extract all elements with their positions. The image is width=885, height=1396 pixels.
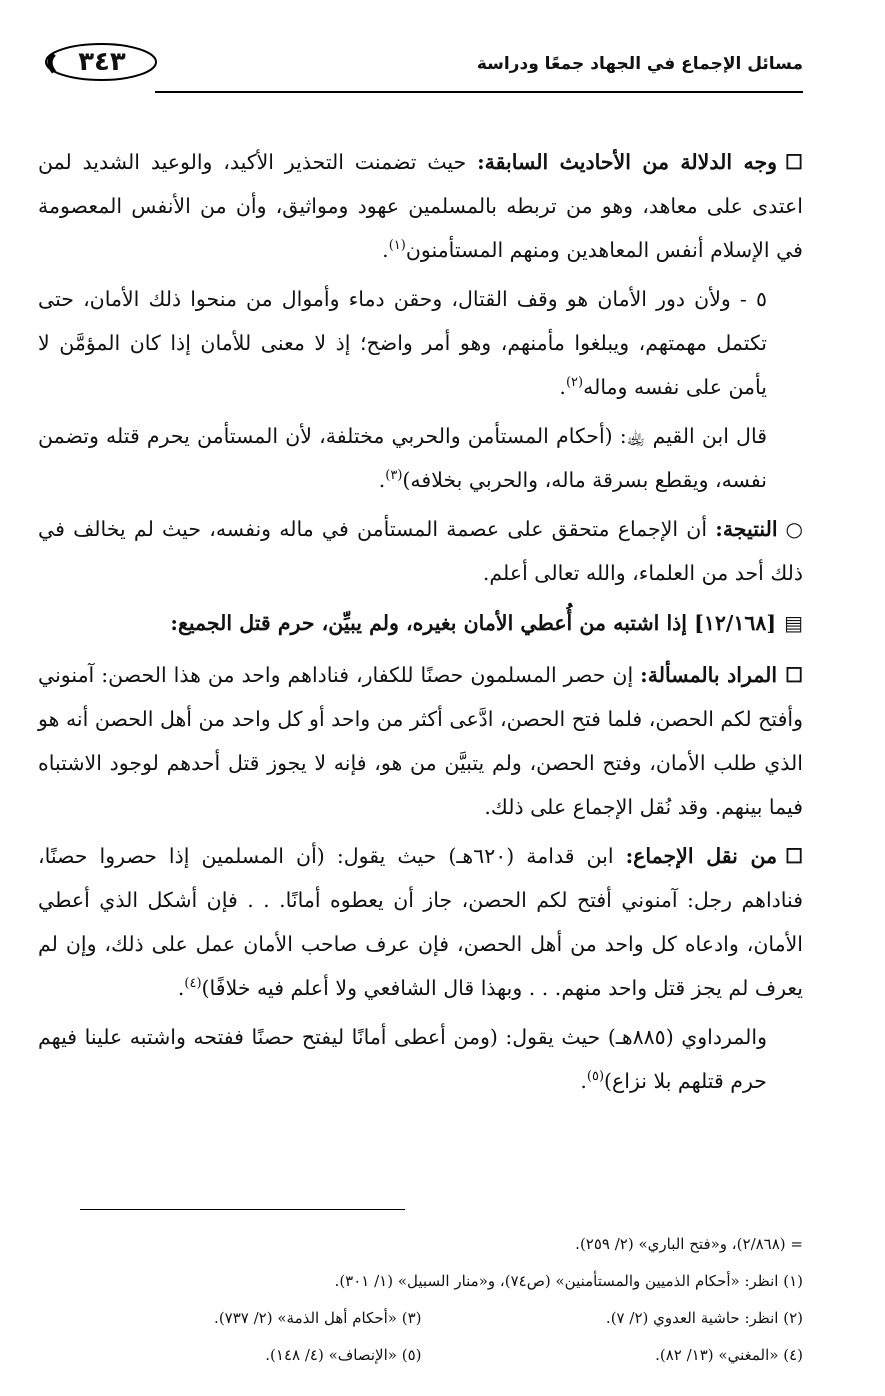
- footnote-continuation: = (٢/٨٦٨)، و«فتح الباري» (٢/ ٢٥٩).: [575, 1235, 803, 1253]
- issue-heading: [38, 601, 803, 645]
- paragraph-consensus-source: [38, 834, 803, 1010]
- paragraph-label: وجه الدلالة من الأحاديث السابقة:: [477, 150, 778, 174]
- paragraph-text: حيث تضمنت التحذير الأكيد، والوعيد الشديد لمن اعتدى على معاهد، وهو من تربطه بالمسلمين عهود ومواثيق، وأن من الأنفس المعصومة في الإسلام أنفس المعاهدين ومنهم المستأمنون: [38, 150, 803, 262]
- footnote-separator: [80, 1209, 405, 1210]
- paragraph-point-5: [38, 277, 803, 409]
- paragraph-text: والمرداوي (٨٨٥هـ) حيث يقول: (ومن أعطى أمانًا ليفتح حصنًا ففتحه واشتبه علينا فيهم حرم قتلهم بلا نزاع): [38, 1025, 767, 1093]
- paragraph-text: قال ابن القيم ﵀: (أحكام المستأمن والحربي مختلفة، لأن المستأمن يحرم قتله وتضمن نفسه، ويقطع بسرقة ماله، والحربي بخلافه): [38, 424, 767, 492]
- footnote-ref[interactable]: (١): [388, 238, 406, 254]
- issue-heading-text: [١٢/١٦٨] إذا اشتبه من أُعطي الأمان بغيره، ولم يبيِّن، حرم قتل الجميع:: [170, 611, 777, 635]
- header-rule: [155, 91, 803, 93]
- paragraph-label: من نقل الإجماع:: [625, 844, 778, 868]
- footnote-ref[interactable]: (٥): [586, 1069, 605, 1085]
- circle-bullet-icon: ○: [785, 517, 803, 541]
- running-title: مسائل الإجماع في الجهاد جمعًا ودراسة: [476, 54, 803, 74]
- footnote-row: [40, 1337, 803, 1374]
- footnote-ref[interactable]: (٢): [565, 375, 584, 391]
- paragraph-end: .: [378, 468, 386, 492]
- square-bullet-icon: ☐: [785, 150, 803, 174]
- paragraph-text: ٥ - ولأن دور الأمان هو وقف القتال، وحقن دماء وأموال من منحوا ذلك الأمان، حتى تكتمل مهمتهم، ويبلغوا مأمنهم، وهو أمر واضح؛ إذ لا معنى للأمان إذا كان المؤمَّن لا يأمن على نفسه وماله: [38, 287, 767, 399]
- page-number: ٣٤٣: [78, 47, 126, 77]
- page-number-badge: [40, 40, 162, 84]
- paragraph-text: ابن قدامة (٦٢٠هـ) حيث يقول: (أن المسلمين إذا حصروا حصنًا، فناداهم رجل: آمنوني أفتح لكم الحصن، جاز أن يعطوه أمانًا. . . فإن أشكل الذي أعطي الأمان، وادعاه كل واحد من أهل الحصن، فإن عرف صاحب الأمان عمل على ذلك، وإن لم يعرف لم يجز قتل واحد منهم. . . وبهذا قال الشافعي ولا أعلم فيه خلافًا): [38, 844, 803, 1000]
- footnote-row: [40, 1300, 803, 1337]
- paragraph-end: .: [382, 238, 389, 262]
- paragraph-evidence: [38, 140, 803, 272]
- paragraph-end: .: [559, 375, 566, 399]
- paragraph-end: .: [177, 976, 185, 1000]
- paragraph-meaning: [38, 653, 803, 829]
- paragraph-label: المراد بالمسألة:: [640, 663, 778, 687]
- square-bullet-icon: ☐: [785, 663, 803, 687]
- document-icon: ▤: [784, 611, 803, 635]
- footnote-ref[interactable]: (٤): [184, 976, 202, 992]
- page-header: [40, 40, 803, 135]
- paragraph-text: أن الإجماع متحقق على عصمة المستأمن في ماله ونفسه، حيث لم يخالف في ذلك أحد من العلماء، والله تعالى أعلم.: [38, 517, 803, 585]
- footnote-3: (٣) «أحكام أهل الذمة» (٢/ ٧٣٧).: [214, 1309, 422, 1327]
- paragraph-mardawi: [38, 1015, 803, 1103]
- paragraph-text: إن حصر المسلمون حصنًا للكفار، فناداهم واحد من هذا الحصن: آمنوني وأفتح لكم الحصن، فلما فتح الحصن، ادَّعى أكثر من واحد أو كل واحد من أهل الحصن أنه هو الذي طلب الأمان، وفتح الحصن، ولم يتبيَّن من هو، فإنه لا يجوز قتل أحدهم لوجود الاشتباه فيما بينهم. وقد نُقل الإجماع على ذلك.: [38, 663, 803, 819]
- footnotes: [40, 1226, 803, 1374]
- paragraph-quote-ibn-qayyim: [38, 414, 803, 502]
- footnote-4: (٤) «المغني» (١٣/ ٨٢).: [655, 1346, 803, 1364]
- square-bullet-icon: ☐: [785, 844, 803, 868]
- paragraph-end: .: [580, 1069, 587, 1093]
- footnote-5: (٥) «الإنصاف» (٤/ ١٤٨).: [265, 1346, 422, 1364]
- footnote-1: (١) انظر: «أحكام الذميين والمستأمنين» (ص٧٤)، و«منار السبيل» (١/ ٣٠١).: [334, 1272, 803, 1290]
- page-body: [38, 140, 803, 1108]
- footnote-ref[interactable]: (٣): [385, 468, 403, 484]
- paragraph-label: النتيجة:: [715, 517, 778, 541]
- footnote-2: (٢) انظر: حاشية العدوي (٢/ ٧).: [605, 1309, 803, 1327]
- paragraph-result: [38, 507, 803, 595]
